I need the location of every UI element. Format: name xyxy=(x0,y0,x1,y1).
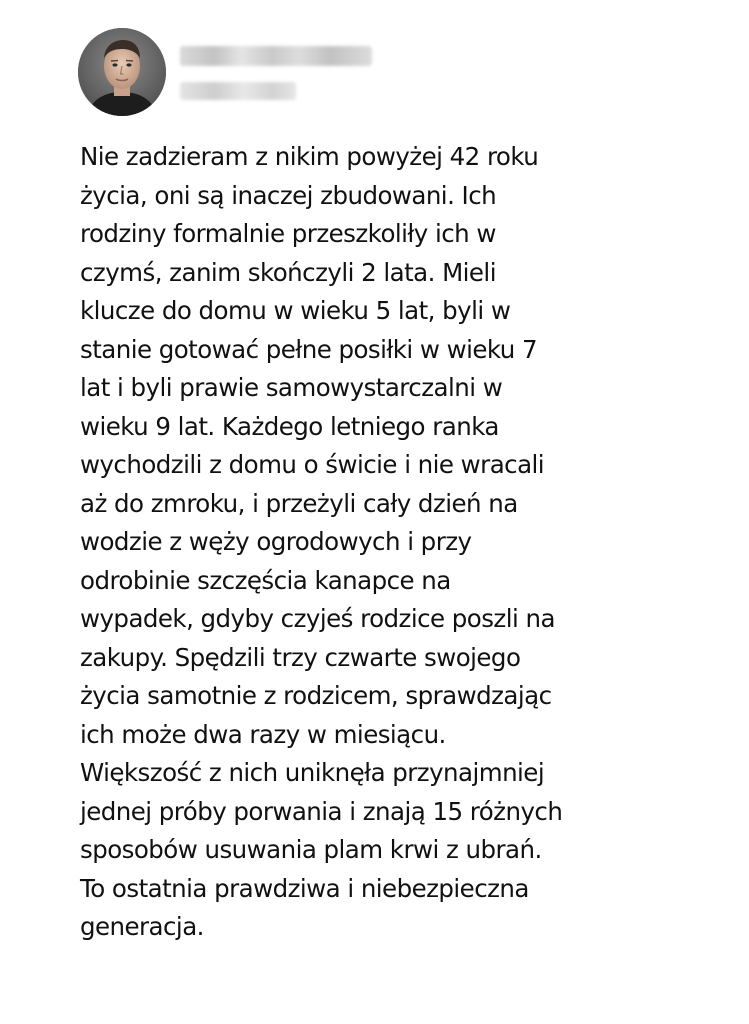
post-header xyxy=(78,28,698,118)
post-text-line: życia samotnie z rodzicem, sprawdzając xyxy=(80,681,552,710)
post-text-line: klucze do domu w wieku 5 lat, byli w xyxy=(80,296,511,325)
handle-redacted xyxy=(180,82,296,100)
post-text-line: To ostatnia prawdziwa i niebezpieczna xyxy=(80,873,529,903)
post-text-line: Nie zadzieram z nikim powyżej 42 roku xyxy=(80,142,539,171)
post-text-line: stanie gotować pełne posiłki w wieku 7 xyxy=(80,334,538,364)
avatar-photo-icon xyxy=(78,28,166,116)
post-text-line: generacja. xyxy=(80,912,204,941)
post-text xyxy=(80,138,700,947)
post-text-line: wypadek, gdyby czyjeś rodzice poszli na xyxy=(80,604,555,633)
post-text-line: Większość z nich uniknęła przynajmniej xyxy=(80,758,545,787)
post-text-line: wychodzili z domu o świcie i nie wracali xyxy=(80,450,545,479)
post-text-line: aż do zmroku, i przeżyli cały dzień na xyxy=(80,488,518,518)
post-text-line: rodziny formalnie przeszkoliły ich w xyxy=(80,219,496,248)
post-text-line: czymś, zanim skończyli 2 lata. Mieli xyxy=(80,257,496,287)
post-text-line: zakupy. Spędzili trzy czwarte swojego xyxy=(80,642,521,672)
username-redacted[interactable] xyxy=(180,46,372,66)
post-text-line: lat i byli prawie samowystarczalni w xyxy=(80,373,503,402)
avatar[interactable] xyxy=(78,28,166,116)
post-text-line: wodzie z węży ogrodowych i przy xyxy=(80,527,472,556)
post-text-line: sposobów usuwania plam krwi z ubrań. xyxy=(80,835,542,864)
post-text-line: jednej próby porwania i znają 15 różnych xyxy=(80,796,563,826)
post-text-line: wieku 9 lat. Każdego letniego ranka xyxy=(80,411,499,441)
post-text-line: życia, oni są inaczej zbudowani. Ich xyxy=(80,180,497,210)
post-text-line: odrobinie szczęścia kanapce na xyxy=(80,565,451,595)
post-text-line: ich może dwa razy w miesiącu. xyxy=(80,719,446,749)
